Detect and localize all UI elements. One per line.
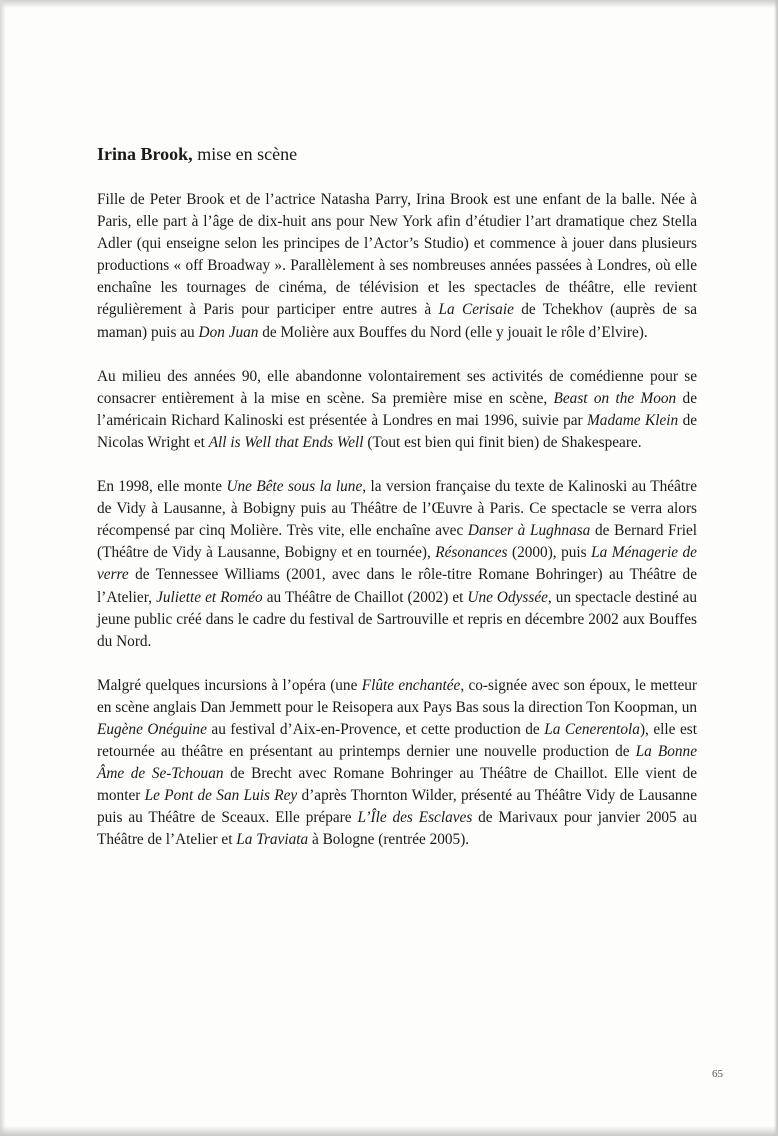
scan-edge-bottom: [0, 1126, 778, 1136]
paragraph: [97, 189, 697, 344]
work-title: La Traviata: [236, 831, 309, 849]
text-run: ), elle est retournée au théâtre en présentant au printemps dernier une nouvelle production de: [97, 720, 697, 761]
work-title: Juliette et Roméo: [156, 588, 263, 606]
text-run: d’après Thornton Wilder, présenté au Théâtre Vidy de Lausanne puis au Théâtre de Sceaux. Elle prépare: [97, 787, 697, 827]
text-run: de Nicolas Wright et: [97, 411, 698, 451]
text-run: (2000), puis: [507, 544, 592, 562]
title-role: mise en scène: [192, 144, 298, 164]
text-run: de Marivaux pour janvier 2005 au Théâtre de l’Atelier et: [97, 809, 697, 849]
scan-edge-left: [0, 0, 6, 1136]
work-title: Beast on the Moon: [553, 389, 677, 407]
text-run: , un spectacle destiné au jeune public créé dans le cadre du festival de Sartrouville et repris en décembre 2002 aux Bouffes du Nord.: [97, 588, 698, 650]
paragraph: [97, 366, 697, 454]
scan-edge-right: [774, 0, 778, 1136]
work-title: La Bonne Âme de Se-Tchouan: [97, 743, 697, 783]
work-title: Danser à Lughnasa: [467, 522, 591, 540]
scan-edge-top: [0, 0, 778, 8]
work-title: Eugène Onéguine: [97, 720, 207, 738]
work-title: Une Odyssée: [467, 588, 548, 606]
text-run: de l’américain Richard Kalinoski est présentée à Londres en mai 1996, suivie par: [97, 389, 697, 429]
text-run: Au milieu des années 90, elle abandonne volontairement ses activités de comédienne pour se consacrer entièrement à la mise en scène. Sa première mise en scène,: [97, 367, 697, 407]
work-title: La Cerisaie: [438, 301, 514, 319]
text-run: de Molière aux Bouffes du Nord (elle y jouait le rôle d’Elvire).: [258, 323, 648, 341]
work-title: Résonances: [435, 544, 508, 562]
work-title: Madame Klein: [587, 411, 679, 429]
paragraph: [97, 476, 697, 653]
text-run: , co-signée avec son époux, le metteur en scène anglais Dan Jemmett pour le Reisopera aux Pays Bas sous la direction Ton Koopman, un: [97, 676, 698, 716]
work-title: Flûte enchantée: [361, 676, 461, 694]
text-run: , la version française du texte de Kalinoski au Théâtre de Vidy à Lausanne, à Bobigny puis au Théâtre de l’Œuvre à Paris. Ce spectacle se verra alors récompensé par cinq Molière. Très vite, elle enchaîne avec: [97, 478, 697, 540]
page-number: 65: [712, 1068, 723, 1080]
text-run: Malgré quelques incursions à l’opéra (une: [97, 676, 362, 694]
work-title: Le Pont de San Luis Rey: [144, 787, 298, 805]
title-name: Irina Brook,: [97, 144, 193, 164]
text-run: au Théâtre de Chaillot (2002) et: [262, 588, 468, 606]
work-title: L’Île des Esclaves: [357, 809, 473, 827]
text-run: de Tennessee Williams (2001, avec dans le rôle-titre Romane Bohringer) au Théâtre de l’Atelier,: [97, 566, 697, 606]
work-title: Don Juan: [198, 323, 259, 341]
page-title: [97, 143, 297, 165]
text-run: En 1998, elle monte: [97, 478, 227, 496]
text-run: de Brecht avec Romane Bohringer au Théâtre de Chaillot. Elle vient de monter: [97, 765, 698, 805]
text-run: (Tout est bien qui finit bien) de Shakespeare.: [363, 433, 642, 451]
text-run: de Tchekhov (auprès de sa maman) puis au: [97, 301, 697, 341]
text-run: à Bologne (rentrée 2005).: [308, 831, 470, 849]
work-title: La Cenerentola: [544, 720, 640, 738]
text-run: de Bernard Friel (Théâtre de Vidy à Lausanne, Bobigny et en tournée),: [97, 522, 697, 562]
work-title: All is Well that Ends Well: [208, 433, 364, 451]
paragraph: [97, 675, 697, 852]
text-run: Fille de Peter Brook et de l’actrice Natasha Parry, Irina Brook est une enfant de la balle. Née à Paris, elle part à l’âge de dix-huit ans pour New York afin d’étudier l’art dramatique chez Stella Adler (qui enseigne selon les principes de l’Actor’s Studio) et commence à jouer dans plusieurs productions « off Broadway ». Parallèlement à ses nombreuses années passées à Londres, où elle enchaîne les tournages de cinéma, de télévision et les spectacles de théâtre, elle revient régulièrement à Paris pour participer entre autres à: [97, 191, 697, 319]
work-title: La Ménagerie de verre: [97, 544, 697, 584]
body-text: [97, 189, 697, 874]
work-title: Une Bête sous la lune: [226, 478, 363, 496]
text-run: au festival d’Aix-en-Provence, et cette production de: [206, 720, 545, 738]
